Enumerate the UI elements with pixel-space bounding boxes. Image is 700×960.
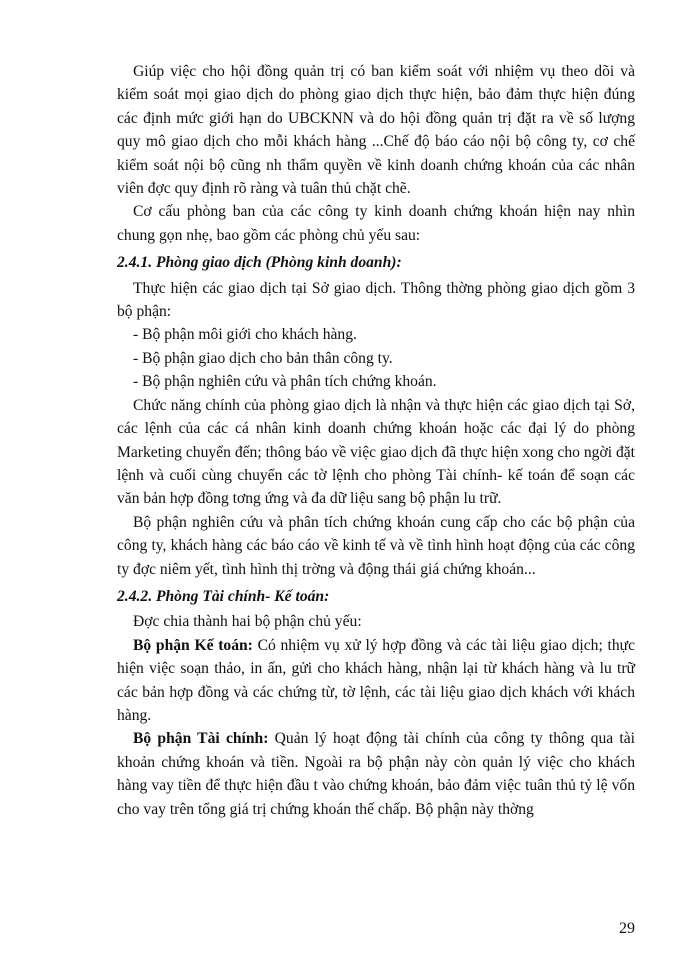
intro-paragraph: Giúp việc cho hội đồng quản trị có ban kiểm soát với nhiệm vụ theo dõi và kiểm soát mọi giao dịch do phòng giao dịch thực hiện, bảo đảm thực hiện đúng các định mức giới hạn do UBCKNN và do hội đồng quản trị đặt ra về số lượng quy mô giao dịch cho mỗi khách hàng ...Chế độ báo cáo nội bộ công ty, cơ chế kiểm soát nội bộ cũng nh thẩm quyền về kinh doanh chứng khoán của các nhân viên đợc quy định rõ ràng và tuân thủ chặt chẽ. bbox=[117, 63, 635, 198]
accounting-division-text: Có nhiệm vụ xử lý hợp đồng và các tài liệu giao dịch; thực hiện việc soạn thảo, in ấn, gửi cho khách hàng, nhận lại từ khách hàng và lu trữ các bản hợp đồng và các chứng từ, tờ lệnh, các tài liệu giao dịch khách với khách hàng. bbox=[117, 636, 635, 724]
list-item: - Bộ phận môi giới cho khách hàng. bbox=[117, 323, 635, 346]
finance-division-paragraph bbox=[117, 727, 635, 821]
accounting-division-label: Bộ phận Kế toán: bbox=[133, 636, 253, 654]
finance-division-text: Quản lý hoạt động tài chính của công ty thông qua tài khoản chứng khoán và tiền. Ngoài ra bộ phận này còn quản lý việc cho khách hàng vay tiền để thực hiện đầu t vào chứng khoán, bảo đảm việc tuân thủ tỷ lệ vốn cho vay trên tổng giá trị chứng khoán thế chấp. Bộ phận này thờng bbox=[117, 730, 635, 818]
trading-room-divisions-list bbox=[117, 323, 635, 393]
accounting-division-paragraph bbox=[117, 634, 635, 728]
trading-room-function-paragraph: Chức năng chính của phòng giao dịch là nhận và thực hiện các giao dịch tại Sở, các lệnh của các cá nhân kinh doanh chứng khoán hoặc các đại lý do phòng Marketing chuyển đến; thông báo về việc giao dịch đã thực hiện xong cho ngời đặt lệnh và cuối cùng chuyển các tờ lệnh cho phòng Tài chính- kế toán để soạn các văn bản hợp đồng tơng ứng và đa dữ liệu sang bộ phận lu trữ. bbox=[117, 396, 635, 508]
section-heading-finance-accounting: 2.4.2. Phòng Tài chính- Kế toán: bbox=[117, 587, 330, 605]
page-number: 29 bbox=[619, 920, 635, 937]
trading-room-intro: Thực hiện các giao dịch tại Sở giao dịch. Thông thờng phòng giao dịch gồm 3 bộ phận: bbox=[117, 279, 635, 321]
structure-paragraph: Cơ cấu phòng ban của các công ty kinh doanh chứng khoán hiện nay nhìn chung gọn nhẹ, bao gồm các phòng chủ yếu sau: bbox=[117, 203, 635, 244]
finance-accounting-intro: Đợc chia thành hai bộ phận chủ yếu: bbox=[133, 613, 362, 631]
list-item: - Bộ phận nghiên cứu và phân tích chứng khoán. bbox=[117, 370, 635, 393]
page-content bbox=[117, 60, 635, 821]
research-division-paragraph: Bộ phận nghiên cứu và phân tích chứng khoán cung cấp cho các bộ phận của công ty, khách hàng các báo cáo về kinh tế và về tình hình hoạt động của các công ty đợc niêm yết, tình hình thị trờng và động thái giá chứng khoán... bbox=[117, 513, 635, 578]
finance-division-label: Bộ phận Tài chính: bbox=[133, 730, 269, 748]
list-item: - Bộ phận giao dịch cho bản thân công ty. bbox=[117, 347, 635, 370]
section-heading-trading-room: 2.4.1. Phòng giao dịch (Phòng kinh doanh): bbox=[117, 254, 402, 272]
